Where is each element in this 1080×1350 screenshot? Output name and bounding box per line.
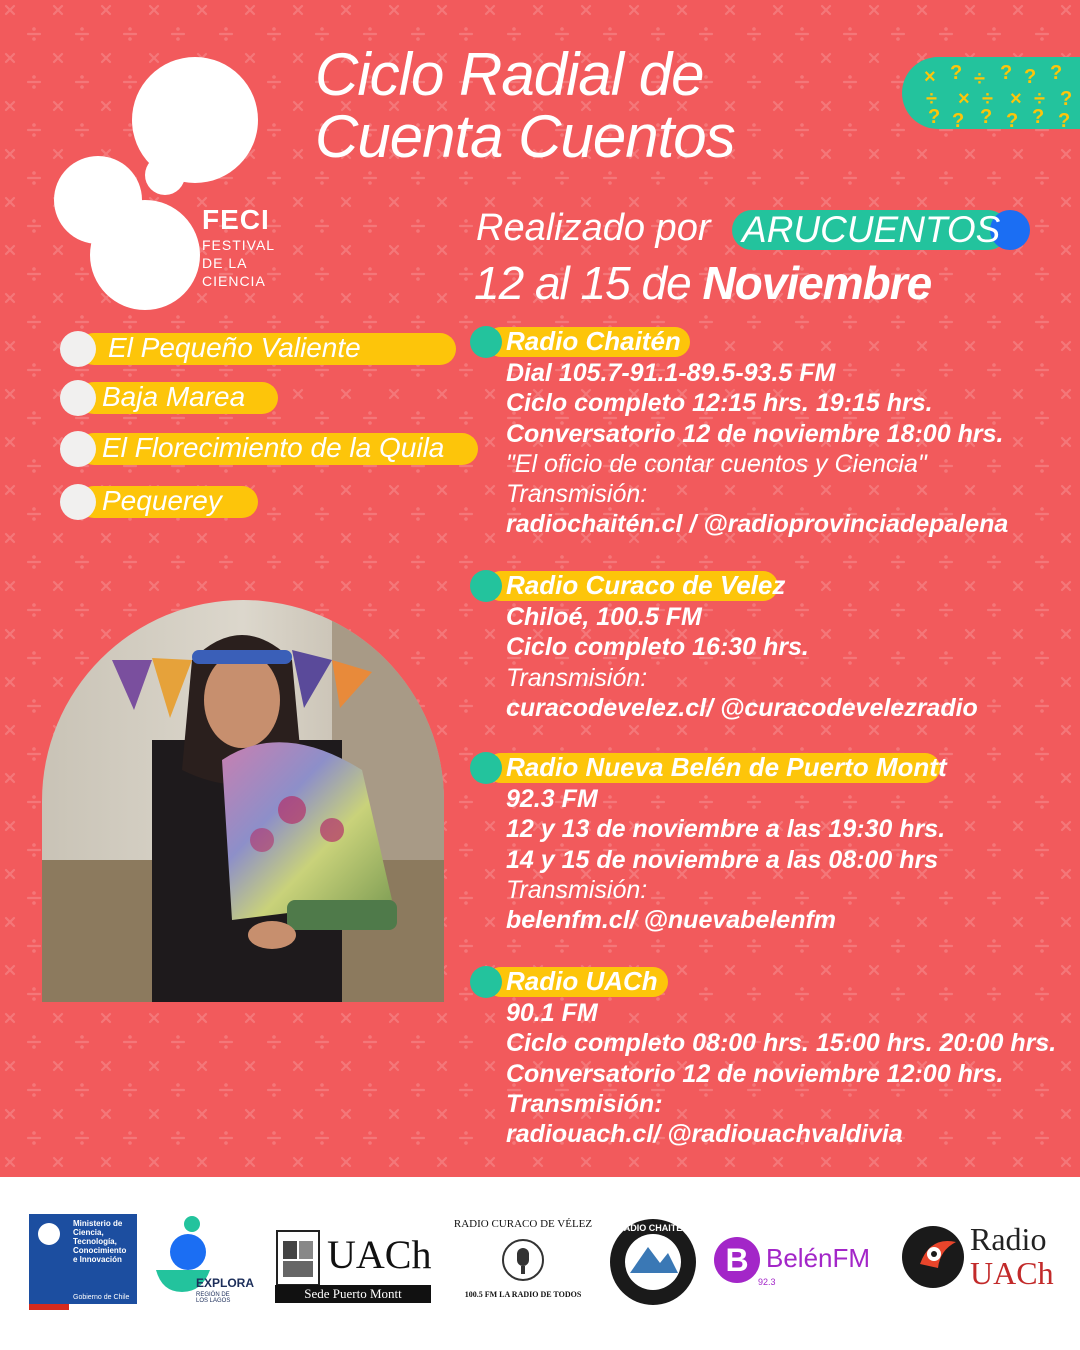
gobierno-label: Gobierno de Chile (73, 1294, 130, 1301)
radio-link[interactable]: radiouach.cl/ @radiouachvaldivia (506, 1120, 903, 1149)
radio-name: Radio Nueva Belén de Puerto Montt (506, 752, 947, 782)
story-bullet (60, 484, 96, 520)
radio-curaco-logo (453, 1214, 593, 1306)
svg-text:×: × (1010, 88, 1022, 110)
svg-text:?: ? (1032, 106, 1045, 128)
radio-info: Transmisión: (506, 875, 648, 904)
radio-info: Chiloé, 100.5 FM (506, 603, 702, 631)
ministerio-logo (29, 1214, 137, 1310)
svg-text:?: ? (980, 106, 993, 128)
radio-name: Radio Curaco de Velez (506, 570, 786, 600)
belen-freq: 92.3 (758, 1277, 776, 1287)
radio-name: Radio Chaitén (506, 326, 681, 356)
dates-de: de (641, 257, 691, 309)
uach-shield-icon (275, 1229, 321, 1289)
radio-info: 14 y 15 de noviembre a las 08:00 hrs (506, 845, 939, 874)
radiouach-l2: UACh (970, 1255, 1054, 1291)
story-title: El Florecimiento de la Quila (102, 432, 445, 463)
svg-text:?: ? (1058, 110, 1071, 129)
title-line1: Ciclo Radial de (315, 41, 704, 108)
svg-text:×: × (924, 66, 936, 88)
bird-icon (900, 1224, 966, 1290)
svg-text:?: ? (1000, 62, 1013, 84)
belen-fm-logo (714, 1235, 880, 1291)
radio-header (470, 326, 1070, 358)
story-bullet (60, 431, 96, 467)
page-title (315, 41, 875, 170)
radio-info: Ciclo completo 16:30 hrs. (506, 633, 809, 662)
radio-link[interactable]: belenfm.cl/ @nuevabelenfm (506, 906, 837, 935)
radio-info: "El oficio de contar cuentos y Ciencia" (506, 449, 927, 478)
arucuentos-text: ARUCUENTOS (742, 209, 1001, 250)
ministerio-l3: Tecnología, (73, 1237, 117, 1246)
radio-info: Transmisión: (506, 480, 648, 509)
radio-block-curaco (470, 570, 1070, 723)
radio-bullet (470, 326, 502, 358)
explora-name: EXPLORA (196, 1276, 255, 1290)
svg-text:?: ? (952, 110, 965, 129)
feci-text (202, 204, 275, 290)
story-bullet (60, 331, 96, 367)
ministerio-l5: e Innovación (73, 1255, 122, 1264)
uach-name: UACh (327, 1232, 432, 1277)
dates-month: Noviembre (702, 257, 932, 309)
radio-info: 92.3 FM (506, 785, 598, 813)
uach-logo (275, 1229, 431, 1303)
story-title: El Pequeño Valiente (108, 332, 361, 363)
radio-name: Radio UACh (506, 966, 658, 996)
feci-line3: CIENCIA (202, 273, 266, 289)
curaco-bottom: 100.5 FM LA RADIO DE TODOS (464, 1290, 582, 1299)
ministerio-l1: Ministerio de (73, 1219, 123, 1228)
radio-block-uach (470, 966, 1070, 1149)
ministerio-l2: Ciencia, (73, 1228, 104, 1237)
belen-name: BelénFM (766, 1243, 871, 1273)
radio-info: Ciclo completo 12:15 hrs. 19:15 hrs. (506, 389, 933, 418)
svg-text:?: ? (1006, 110, 1019, 129)
curaco-top: RADIO CURACO DE VÉLEZ (453, 1218, 593, 1230)
chaiten-name: RADIO CHAITÉN (617, 1223, 689, 1233)
radio-info: Transmisión: (506, 663, 648, 692)
radio-bullet (470, 752, 502, 784)
explora-sub1: REGIÓN DE (196, 1292, 230, 1298)
svg-text:?: ? (1050, 62, 1063, 84)
svg-text:?: ? (1060, 88, 1073, 110)
radio-block-chaiten (470, 326, 1070, 540)
math-ops-pill (902, 57, 1080, 129)
event-dates (474, 256, 931, 310)
svg-text:?: ? (928, 106, 941, 128)
radio-header (470, 570, 1070, 602)
svg-text:÷: ÷ (982, 88, 993, 110)
math-ops-decoration (902, 57, 1080, 129)
uach-sede: Sede Puerto Montt (275, 1285, 431, 1303)
explora-logo (152, 1214, 262, 1310)
radio-uach-logo (900, 1221, 1060, 1294)
arucuentos-badge (732, 210, 1030, 250)
radio-info: Conversatorio 12 de noviembre 18:00 hrs. (506, 419, 1004, 448)
svg-text:÷: ÷ (926, 88, 937, 110)
svg-text:÷: ÷ (1034, 88, 1045, 110)
story-title: Pequerey (102, 485, 222, 516)
radio-header (470, 752, 1070, 784)
story-bullet (60, 380, 96, 416)
radio-info: 12 y 13 de noviembre a las 19:30 hrs. (506, 815, 946, 844)
radio-info: Transmisión: (506, 1089, 663, 1118)
dates-start: 12 al 15 (474, 257, 630, 309)
radio-link[interactable]: curacodevelez.cl/ @curacodevelezradio (506, 693, 978, 722)
radio-block-belen (470, 752, 1070, 935)
radio-bullet (470, 966, 502, 998)
radio-bullet (470, 570, 502, 602)
feci-line2: DE LA (202, 255, 248, 271)
svg-text:?: ? (950, 62, 963, 84)
svg-text:÷: ÷ (974, 68, 985, 90)
title-line2: Cuenta Cuentos (315, 103, 735, 170)
explora-sub2: LOS LAGOS (196, 1298, 231, 1304)
radio-chaiten-logo (608, 1217, 698, 1307)
radiouach-l1: Radio (970, 1221, 1047, 1257)
radio-info: Dial 105.7-91.1-89.5-93.5 FM (506, 359, 836, 387)
svg-text:×: × (958, 88, 970, 110)
svg-text:?: ? (1024, 66, 1037, 88)
feci-line1: FESTIVAL (202, 237, 276, 253)
radio-info: Ciclo completo 08:00 hrs. 15:00 hrs. 20:00 hrs. (506, 1029, 1057, 1058)
belen-b-icon: B (714, 1237, 760, 1283)
microphone-icon (501, 1238, 545, 1282)
realizado-label: Realizado por (476, 207, 711, 249)
ministerio-l4: Conocimiento (73, 1246, 127, 1255)
radio-header (470, 966, 1070, 998)
radio-link[interactable]: radiochaitén.cl / @radioprovinciadepalena (506, 510, 1009, 539)
radio-info: 90.1 FM (506, 999, 598, 1027)
story-title: Baja Marea (102, 381, 246, 412)
feci-name: FECI (202, 204, 270, 235)
radio-info: Conversatorio 12 de noviembre 12:00 hrs. (506, 1059, 1004, 1088)
sponsor-footer (0, 1177, 1080, 1350)
storyteller-photo (42, 600, 444, 1002)
